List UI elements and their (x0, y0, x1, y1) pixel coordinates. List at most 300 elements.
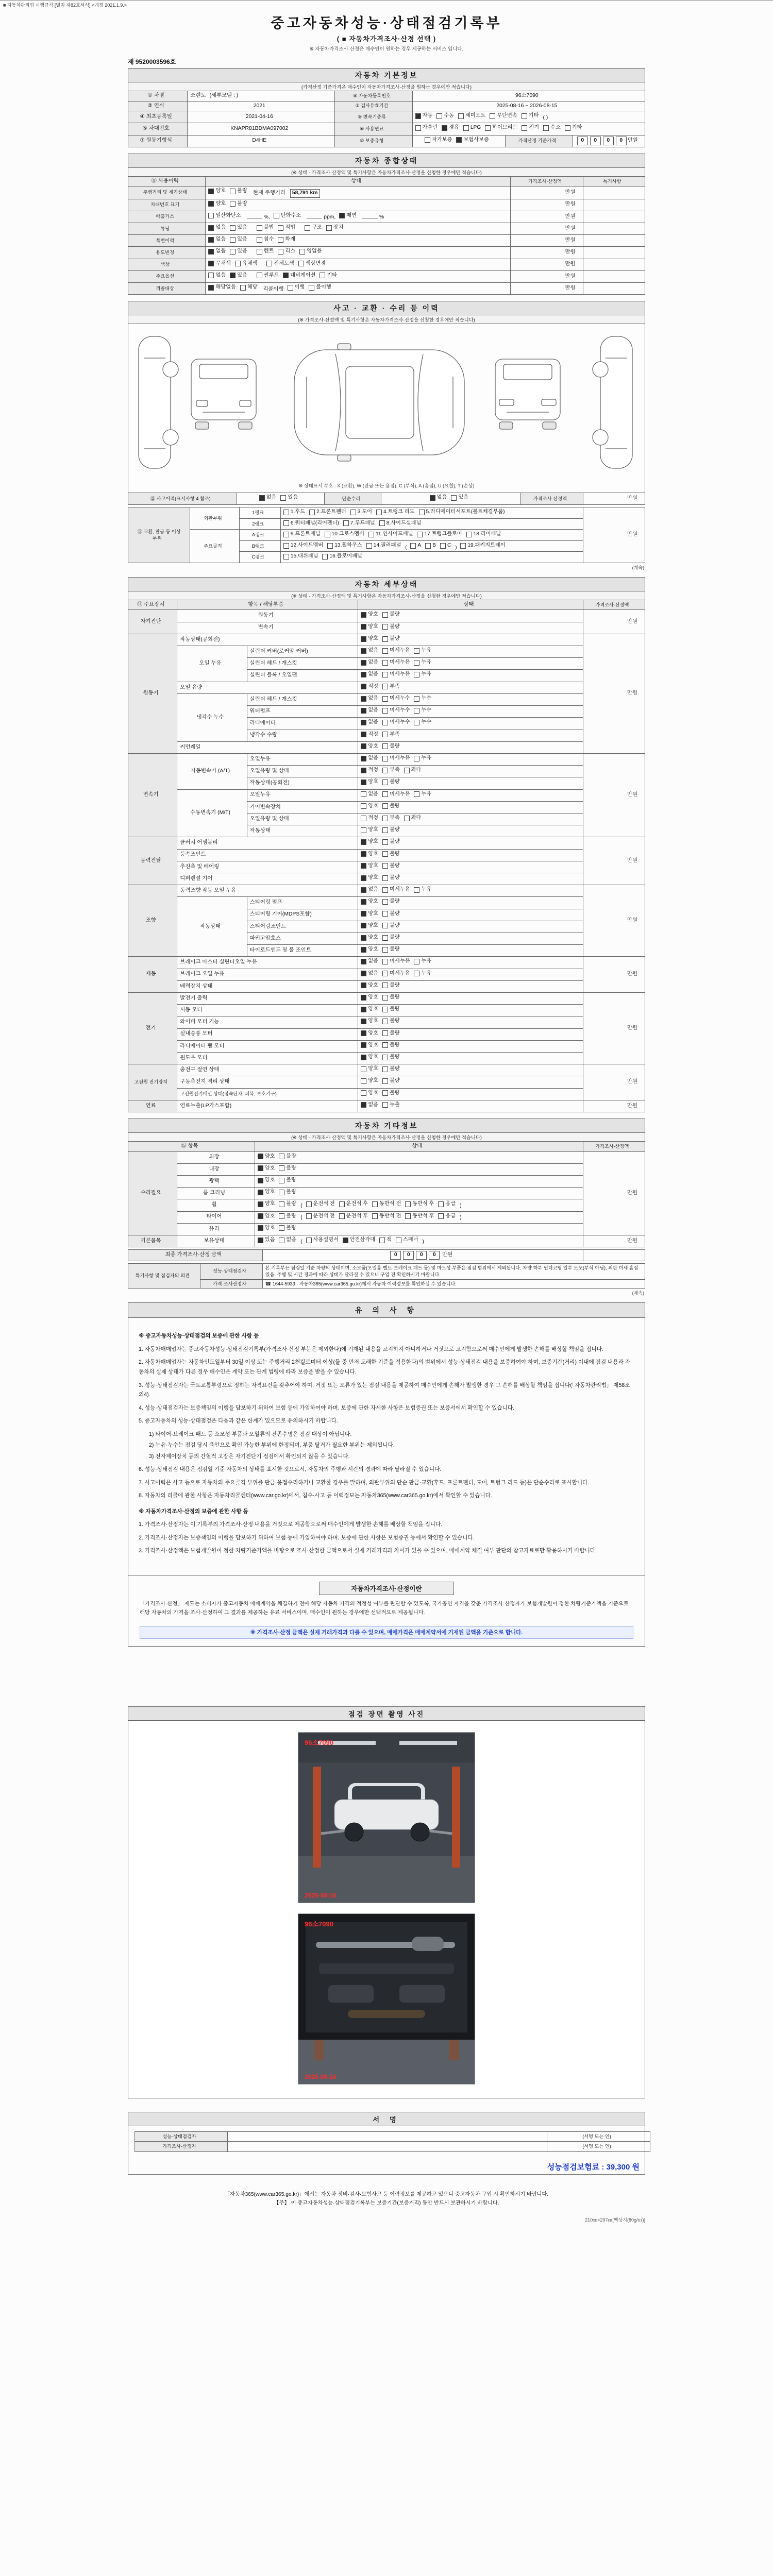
checkbox-box[interactable] (460, 543, 466, 549)
checkbox-box[interactable] (361, 1102, 366, 1108)
checkbox-없음[interactable] (279, 1236, 296, 1244)
checkbox-box[interactable] (230, 189, 236, 194)
checkbox-응급[interactable] (438, 1200, 456, 1208)
checkbox-17.트렁크플로어[interactable] (417, 531, 462, 538)
checkbox-box[interactable] (382, 1042, 388, 1048)
checkbox-box[interactable] (382, 995, 388, 1001)
checkbox-box[interactable] (361, 1007, 366, 1012)
checkbox-불량[interactable] (382, 826, 400, 834)
checkbox-box[interactable] (208, 201, 214, 207)
checkbox-불량[interactable] (382, 778, 400, 786)
checkbox-box[interactable] (410, 543, 416, 549)
checkbox-box[interactable] (306, 1213, 312, 1219)
checkbox-양호[interactable] (361, 1030, 378, 1037)
checkbox-양호[interactable] (361, 862, 378, 870)
checkbox-미세누수[interactable] (382, 707, 410, 714)
checkbox-box[interactable] (266, 261, 272, 266)
checkbox-해당없음[interactable] (208, 284, 236, 291)
checkbox-box[interactable] (382, 887, 388, 893)
checkbox-box[interactable] (382, 827, 388, 833)
checkbox-box[interactable] (404, 768, 410, 773)
checkbox-box[interactable] (278, 249, 283, 255)
checkbox-16.플로어패널[interactable] (322, 553, 362, 560)
checkbox-box[interactable] (305, 225, 310, 231)
checkbox-box[interactable] (382, 648, 388, 654)
checkbox-box[interactable] (414, 648, 419, 654)
checkbox-box[interactable] (325, 532, 330, 537)
checkbox-불량[interactable] (382, 851, 400, 858)
checkbox-동반석 전[interactable] (372, 1200, 401, 1208)
checkbox-적법[interactable] (278, 224, 295, 231)
checkbox-box[interactable] (279, 1238, 284, 1243)
checkbox-불량[interactable] (382, 1042, 400, 1049)
checkbox-5.라디에이터서포트(볼트체결부품)[interactable] (419, 509, 505, 516)
checkbox-양호[interactable] (361, 1018, 378, 1025)
checkbox-4.트렁크 리드[interactable] (376, 509, 415, 516)
checkbox-box[interactable] (382, 816, 388, 821)
checkbox-수소[interactable] (543, 124, 561, 131)
checkbox-box[interactable] (361, 839, 366, 845)
checkbox-불량[interactable] (230, 188, 247, 195)
checkbox-11.인사이드패널[interactable] (368, 531, 413, 538)
checkbox-box[interactable] (382, 743, 388, 749)
checkbox-box[interactable] (414, 971, 419, 976)
checkbox-있음[interactable] (230, 236, 247, 243)
checkbox-box[interactable] (382, 911, 388, 917)
checkbox-적정[interactable] (361, 731, 378, 738)
checkbox-box[interactable] (379, 520, 385, 526)
checkbox-불량[interactable] (382, 1077, 400, 1084)
checkbox-일산화탄소[interactable] (208, 212, 241, 219)
checkbox-양호[interactable] (361, 922, 378, 929)
checkbox-하이브리드[interactable] (485, 124, 517, 131)
checkbox-보험사보증[interactable] (456, 137, 489, 144)
checkbox-없음[interactable] (208, 272, 226, 279)
checkbox-10.크로스멤버[interactable] (325, 531, 364, 538)
checkbox-세미오토[interactable] (458, 112, 485, 120)
checkbox-box[interactable] (361, 959, 366, 964)
checkbox-box[interactable] (382, 1019, 388, 1024)
checkbox-box[interactable] (382, 1055, 388, 1060)
checkbox-box[interactable] (382, 624, 388, 630)
checkbox-box[interactable] (368, 532, 374, 537)
checkbox-양호[interactable] (361, 946, 378, 953)
checkbox-box[interactable] (456, 137, 462, 143)
checkbox-7.루프패널[interactable] (343, 520, 375, 527)
checkbox-box[interactable] (382, 1102, 388, 1108)
checkbox-box[interactable] (361, 768, 366, 773)
checkbox-불량[interactable] (382, 874, 400, 882)
checkbox-box[interactable] (361, 660, 366, 666)
checkbox-box[interactable] (343, 1238, 348, 1243)
checkbox-미세누유[interactable] (382, 970, 410, 977)
checkbox-부족[interactable] (382, 731, 400, 738)
checkbox-불량[interactable] (382, 1065, 400, 1073)
checkbox-없음[interactable] (361, 886, 378, 893)
checkbox-box[interactable] (230, 273, 236, 278)
checkbox-양호[interactable] (361, 778, 378, 786)
checkbox-없음[interactable] (208, 248, 226, 255)
checkbox-없음[interactable] (259, 494, 277, 501)
checkbox-box[interactable] (382, 636, 388, 642)
checkbox-box[interactable] (414, 660, 419, 666)
checkbox-box[interactable] (361, 612, 366, 618)
checkbox-불량[interactable] (382, 1006, 400, 1013)
checkbox-양호[interactable] (361, 611, 378, 618)
checkbox-없음[interactable] (361, 671, 378, 678)
checkbox-box[interactable] (419, 510, 425, 515)
checkbox-불량[interactable] (382, 611, 400, 618)
checkbox-box[interactable] (382, 875, 388, 881)
checkbox-불량[interactable] (382, 982, 400, 989)
checkbox-box[interactable] (257, 273, 262, 278)
checkbox-탄화수소[interactable] (274, 212, 301, 219)
checkbox-네비게이션[interactable] (283, 272, 315, 279)
checkbox-box[interactable] (522, 113, 527, 119)
checkbox-미세누유[interactable] (382, 659, 410, 666)
checkbox-동반석 전[interactable] (372, 1213, 401, 1220)
checkbox-box[interactable] (361, 636, 366, 642)
checkbox-양호[interactable] (208, 200, 226, 208)
checkbox-box[interactable] (382, 684, 388, 689)
checkbox-box[interactable] (382, 732, 388, 737)
checkbox-box[interactable] (417, 532, 423, 537)
checkbox-미세누유[interactable] (382, 791, 410, 798)
checkbox-누수[interactable] (414, 707, 431, 714)
checkbox-13.휠하우스[interactable] (327, 542, 362, 549)
checkbox-부족[interactable] (382, 683, 400, 690)
checkbox-무단변속[interactable] (490, 112, 517, 120)
checkbox-이행[interactable] (288, 284, 305, 291)
checkbox-9.프론트패널[interactable] (283, 531, 321, 538)
checkbox-양호[interactable] (361, 1054, 378, 1061)
checkbox-무채색[interactable] (208, 260, 231, 267)
checkbox-box[interactable] (382, 1066, 388, 1072)
checkbox-box[interactable] (361, 887, 366, 893)
checkbox-box[interactable] (361, 899, 366, 905)
checkbox-box[interactable] (458, 113, 464, 119)
checkbox-동반석 후[interactable] (405, 1213, 434, 1220)
checkbox-불량[interactable] (279, 1225, 296, 1232)
checkbox-A[interactable] (410, 542, 421, 549)
checkbox-box[interactable] (414, 672, 419, 677)
checkbox-C[interactable] (440, 542, 451, 549)
checkbox-box[interactable] (463, 125, 469, 131)
checkbox-없음[interactable] (361, 755, 378, 762)
checkbox-box[interactable] (230, 237, 236, 243)
checkbox-box[interactable] (288, 285, 293, 291)
checkbox-12.사이드멤버[interactable] (283, 542, 323, 549)
checkbox-미세누유[interactable] (382, 886, 410, 893)
checkbox-누유[interactable] (414, 886, 431, 893)
checkbox-box[interactable] (208, 285, 214, 291)
checkbox-색상변경[interactable] (298, 260, 326, 267)
checkbox-양호[interactable] (258, 1153, 275, 1160)
checkbox-유채색[interactable] (235, 260, 258, 267)
checkbox-box[interactable] (258, 1225, 263, 1231)
checkbox-불량[interactable] (382, 922, 400, 929)
checkbox-누출[interactable] (382, 1101, 400, 1109)
checkbox-box[interactable] (283, 543, 289, 549)
checkbox-자동[interactable] (415, 112, 433, 120)
checkbox-box[interactable] (361, 1019, 366, 1024)
checkbox-미세누유[interactable] (382, 755, 410, 762)
checkbox-6.쿼터패널(리어펜더)[interactable] (283, 520, 339, 527)
checkbox-사용설명서[interactable] (306, 1236, 339, 1244)
checkbox-box[interactable] (361, 1030, 366, 1036)
checkbox-없음[interactable] (361, 707, 378, 714)
checkbox-box[interactable] (361, 1042, 366, 1048)
checkbox-box[interactable] (415, 113, 421, 119)
checkbox-box[interactable] (361, 1078, 366, 1084)
checkbox-자가보증[interactable] (425, 137, 452, 144)
checkbox-누유[interactable] (414, 970, 431, 977)
checkbox-box[interactable] (565, 125, 570, 131)
checkbox-안전삼각대[interactable] (343, 1236, 375, 1244)
checkbox-렌트[interactable] (257, 248, 274, 255)
checkbox-box[interactable] (283, 520, 289, 526)
checkbox-불량[interactable] (279, 1189, 296, 1196)
checkbox-양호[interactable] (361, 1065, 378, 1073)
checkbox-box[interactable] (414, 720, 419, 725)
checkbox-box[interactable] (404, 816, 410, 821)
checkbox-있음[interactable] (280, 494, 298, 501)
checkbox-box[interactable] (283, 532, 289, 537)
checkbox-box[interactable] (279, 1154, 284, 1159)
checkbox-누유[interactable] (414, 755, 431, 762)
checkbox-box[interactable] (283, 273, 289, 278)
checkbox-양호[interactable] (361, 874, 378, 882)
checkbox-box[interactable] (279, 1201, 284, 1207)
checkbox-있음[interactable] (258, 1236, 275, 1244)
checkbox-box[interactable] (278, 225, 283, 231)
checkbox-box[interactable] (361, 982, 366, 988)
checkbox-해당[interactable] (240, 284, 258, 291)
checkbox-누유[interactable] (414, 791, 431, 798)
checkbox-3.도어[interactable] (350, 509, 372, 516)
checkbox-box[interactable] (240, 285, 246, 291)
checkbox-box[interactable] (208, 237, 214, 243)
checkbox-box[interactable] (466, 532, 472, 537)
checkbox-box[interactable] (361, 624, 366, 630)
checkbox-box[interactable] (361, 756, 366, 761)
checkbox-box[interactable] (258, 1190, 263, 1195)
checkbox-box[interactable] (258, 1154, 263, 1159)
checkbox-box[interactable] (361, 911, 366, 917)
checkbox-box[interactable] (485, 125, 491, 131)
checkbox-box[interactable] (414, 708, 419, 714)
checkbox-box[interactable] (361, 1055, 366, 1060)
checkbox-box[interactable] (230, 249, 236, 255)
checkbox-양호[interactable] (361, 826, 378, 834)
checkbox-box[interactable] (306, 1238, 312, 1243)
checkbox-box[interactable] (283, 554, 289, 560)
checkbox-box[interactable] (279, 1165, 284, 1171)
checkbox-box[interactable] (382, 708, 388, 714)
checkbox-box[interactable] (425, 137, 430, 143)
checkbox-전체도색[interactable] (266, 260, 294, 267)
checkbox-불량[interactable] (382, 743, 400, 750)
checkbox-양호[interactable] (361, 838, 378, 845)
checkbox-미세누유[interactable] (382, 647, 410, 654)
checkbox-스패너[interactable] (396, 1236, 418, 1244)
checkbox-양호[interactable] (361, 635, 378, 642)
checkbox-누유[interactable] (414, 671, 431, 678)
checkbox-운전석 전[interactable] (306, 1200, 335, 1208)
checkbox-적정[interactable] (361, 683, 378, 690)
checkbox-양호[interactable] (361, 898, 378, 905)
checkbox-box[interactable] (372, 1201, 378, 1207)
blank-field[interactable] (247, 212, 262, 218)
checkbox-box[interactable] (361, 648, 366, 654)
checkbox-box[interactable] (376, 510, 382, 515)
checkbox-불량[interactable] (382, 1018, 400, 1025)
checkbox-양호[interactable] (258, 1200, 275, 1208)
checkbox-양호[interactable] (258, 1165, 275, 1172)
checkbox-box[interactable] (322, 554, 328, 560)
checkbox-box[interactable] (339, 1213, 345, 1219)
checkbox-불량[interactable] (279, 1200, 296, 1208)
checkbox-불량[interactable] (382, 934, 400, 941)
checkbox-box[interactable] (361, 923, 366, 928)
checkbox-양호[interactable] (361, 1006, 378, 1013)
checkbox-적정[interactable] (361, 767, 378, 774)
checkbox-box[interactable] (382, 863, 388, 869)
checkbox-box[interactable] (415, 125, 421, 131)
checkbox-box[interactable] (382, 720, 388, 725)
checkbox-기타[interactable] (565, 124, 582, 131)
checkbox-양호[interactable] (361, 743, 378, 750)
checkbox-box[interactable] (208, 189, 214, 194)
checkbox-없음[interactable] (208, 236, 226, 243)
checkbox-box[interactable] (306, 1201, 312, 1207)
checkbox-box[interactable] (258, 1213, 263, 1219)
checkbox-box[interactable] (208, 249, 214, 255)
checkbox-불량[interactable] (382, 623, 400, 631)
checkbox-box[interactable] (382, 959, 388, 964)
checkbox-없음[interactable] (361, 1101, 378, 1109)
checkbox-box[interactable] (361, 816, 366, 821)
checkbox-2.프론트펜더[interactable] (309, 509, 346, 516)
checkbox-없음[interactable] (430, 494, 447, 501)
checkbox-box[interactable] (442, 125, 447, 131)
checkbox-box[interactable] (235, 261, 241, 266)
checkbox-box[interactable] (382, 779, 388, 785)
checkbox-box[interactable] (382, 971, 388, 976)
checkbox-양호[interactable] (361, 982, 378, 989)
checkbox-없음[interactable] (361, 695, 378, 702)
checkbox-box[interactable] (361, 791, 366, 797)
checkbox-box[interactable] (257, 237, 262, 243)
checkbox-box[interactable] (283, 510, 289, 515)
checkbox-불량[interactable] (382, 862, 400, 870)
checkbox-미세누수[interactable] (382, 719, 410, 726)
checkbox-box[interactable] (279, 1178, 284, 1183)
checkbox-box[interactable] (280, 495, 286, 501)
checkbox-양호[interactable] (361, 623, 378, 631)
checkbox-누유[interactable] (414, 659, 431, 666)
checkbox-미세누유[interactable] (382, 958, 410, 965)
checkbox-양호[interactable] (361, 910, 378, 918)
checkbox-box[interactable] (279, 1213, 284, 1219)
checkbox-box[interactable] (361, 935, 366, 941)
checkbox-양호[interactable] (361, 1090, 378, 1097)
checkbox-box[interactable] (382, 947, 388, 953)
checkbox-8.사이드실패널[interactable] (379, 520, 422, 527)
checkbox-box[interactable] (320, 273, 325, 278)
checkbox-양호[interactable] (361, 994, 378, 1001)
checkbox-box[interactable] (309, 510, 315, 515)
checkbox-box[interactable] (361, 875, 366, 881)
checkbox-B[interactable] (425, 542, 436, 549)
checkbox-box[interactable] (259, 495, 265, 501)
checkbox-불량[interactable] (382, 1030, 400, 1037)
checkbox-box[interactable] (382, 923, 388, 928)
checkbox-box[interactable] (436, 113, 442, 119)
checkbox-기타[interactable] (320, 272, 337, 279)
checkbox-영업용[interactable] (299, 248, 322, 255)
checkbox-과다[interactable] (404, 767, 422, 774)
checkbox-box[interactable] (414, 959, 419, 964)
checkbox-양호[interactable] (361, 1042, 378, 1049)
blank-field[interactable] (362, 212, 378, 218)
checkbox-없음[interactable] (361, 791, 378, 798)
checkbox-화재[interactable] (278, 236, 295, 243)
checkbox-수동[interactable] (436, 112, 454, 120)
checkbox-box[interactable] (350, 510, 356, 515)
checkbox-box[interactable] (361, 1066, 366, 1072)
checkbox-box[interactable] (372, 1213, 378, 1219)
checkbox-불량[interactable] (382, 910, 400, 918)
checkbox-box[interactable] (382, 768, 388, 773)
checkbox-양호[interactable] (258, 1177, 275, 1184)
checkbox-box[interactable] (208, 273, 214, 278)
checkbox-box[interactable] (208, 261, 214, 266)
checkbox-box[interactable] (361, 851, 366, 857)
checkbox-box[interactable] (326, 225, 332, 231)
checkbox-양호[interactable] (361, 1077, 378, 1084)
checkbox-box[interactable] (339, 213, 345, 218)
checkbox-양호[interactable] (361, 851, 378, 858)
checkbox-불량[interactable] (382, 1090, 400, 1097)
checkbox-box[interactable] (382, 899, 388, 905)
checkbox-썬루프[interactable] (257, 272, 279, 279)
checkbox-box[interactable] (258, 1178, 263, 1183)
checkbox-box[interactable] (382, 1030, 388, 1036)
checkbox-불량[interactable] (279, 1177, 296, 1184)
checkbox-부족[interactable] (382, 767, 400, 774)
checkbox-운전석 후[interactable] (339, 1200, 368, 1208)
checkbox-box[interactable] (361, 803, 366, 809)
checkbox-box[interactable] (309, 285, 314, 291)
checkbox-없음[interactable] (361, 970, 378, 977)
checkbox-불량[interactable] (382, 635, 400, 642)
checkbox-box[interactable] (258, 1238, 263, 1243)
checkbox-양호[interactable] (258, 1213, 275, 1220)
checkbox-box[interactable] (230, 201, 236, 207)
checkbox-box[interactable] (382, 1007, 388, 1012)
checkbox-가솔린[interactable] (415, 124, 438, 131)
checkbox-적정[interactable] (361, 815, 378, 822)
checkbox-운전석 전[interactable] (306, 1213, 335, 1220)
checkbox-경유[interactable] (442, 124, 459, 131)
checkbox-box[interactable] (382, 851, 388, 857)
checkbox-box[interactable] (382, 1090, 388, 1096)
checkbox-14.필러패널[interactable] (366, 542, 401, 549)
checkbox-양호[interactable] (361, 934, 378, 941)
checkbox-매연[interactable] (339, 212, 357, 219)
checkbox-있음[interactable] (230, 248, 247, 255)
